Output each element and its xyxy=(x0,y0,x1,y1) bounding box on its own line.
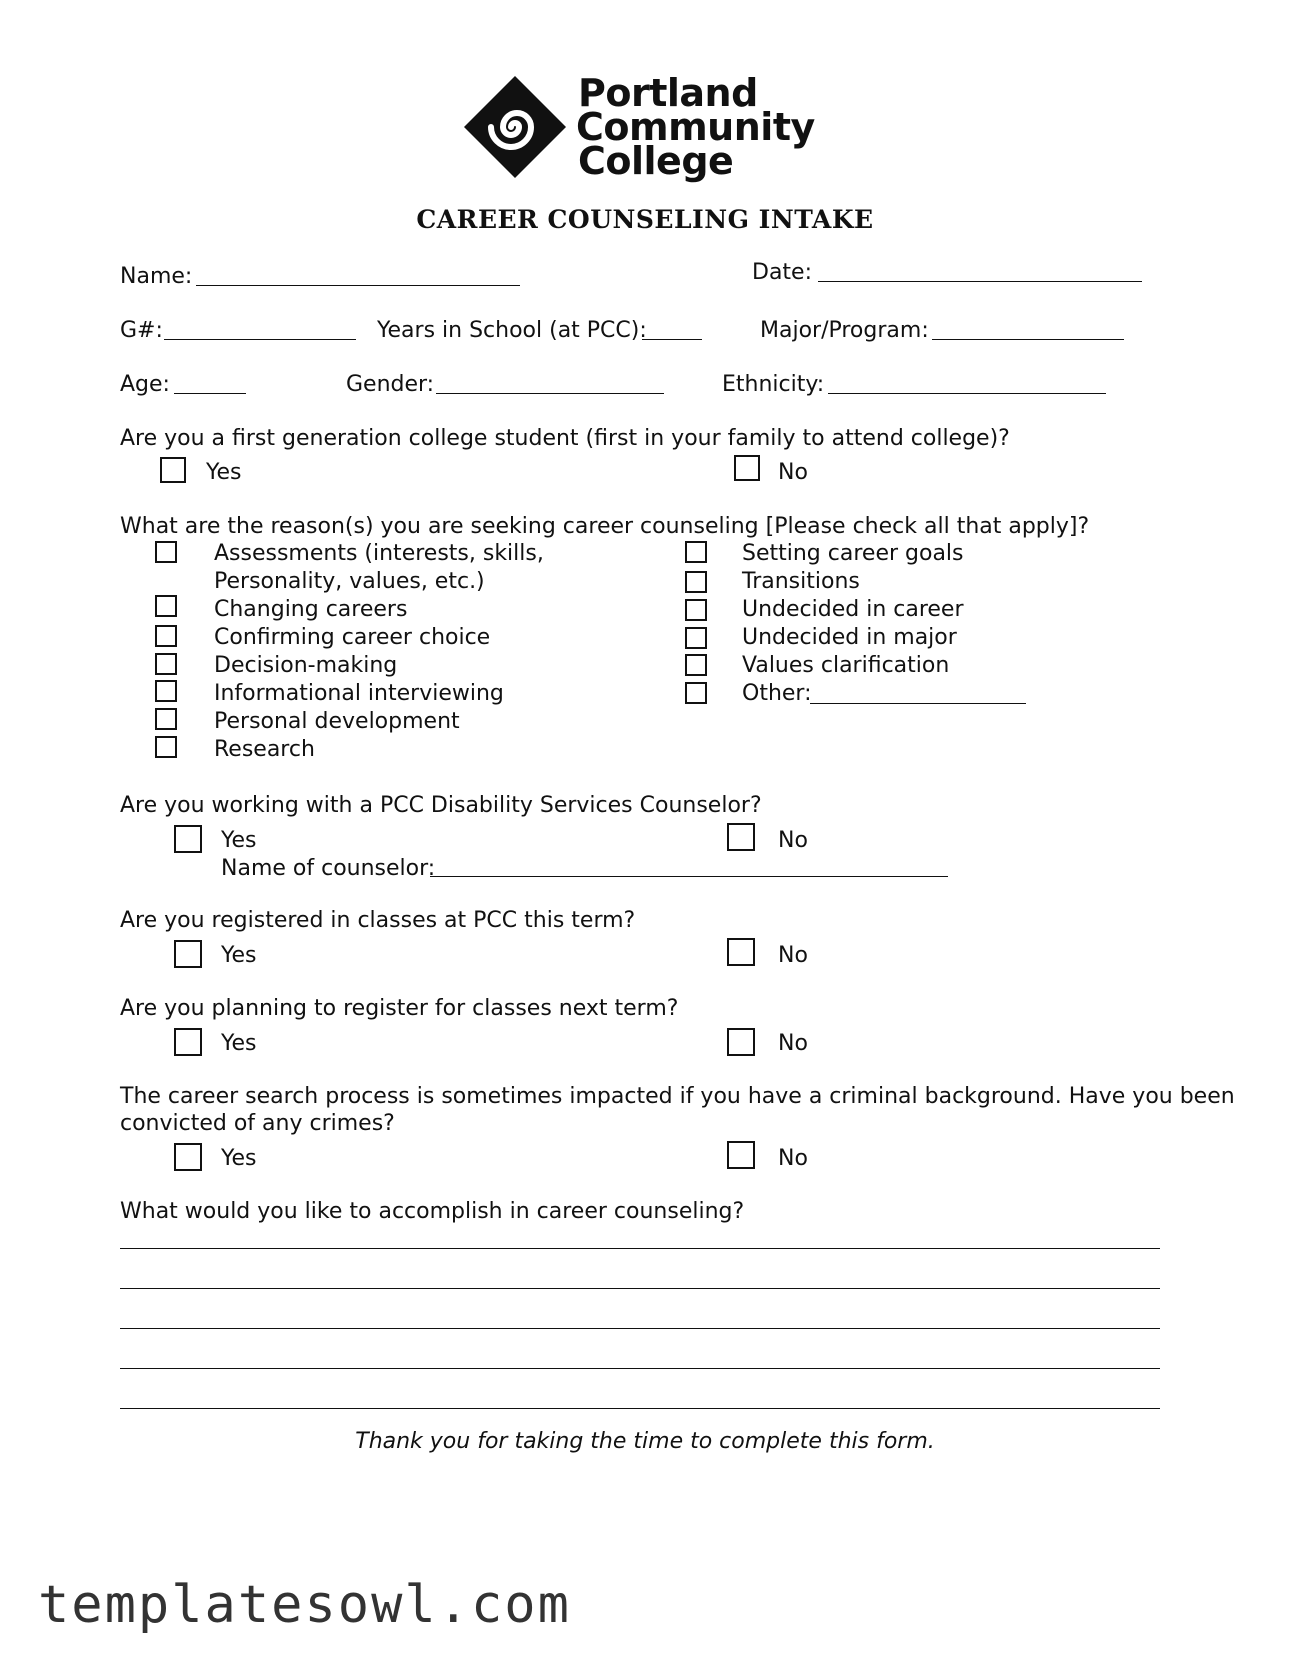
accomplish-line-1[interactable] xyxy=(120,1248,1160,1249)
reason-setting-goals-label: Setting career goals xyxy=(742,541,964,566)
logo-text-community: Community xyxy=(576,105,815,149)
reason-assessments-continuation: Personality, values, etc.) xyxy=(214,569,485,594)
reason-info-interviewing-checkbox[interactable] xyxy=(155,680,177,702)
age-label: Age: xyxy=(120,372,170,397)
counselor-name-field[interactable] xyxy=(430,876,948,877)
registered-no-label: No xyxy=(778,943,808,968)
date-field[interactable] xyxy=(818,281,1142,282)
reason-setting-goals-checkbox[interactable] xyxy=(685,541,707,563)
disability-yes-checkbox[interactable] xyxy=(174,825,202,853)
accomplish-line-4[interactable] xyxy=(120,1368,1160,1369)
reason-decision-making-checkbox[interactable] xyxy=(155,653,177,675)
major-field[interactable] xyxy=(932,339,1124,340)
major-label: Major/Program: xyxy=(760,318,929,343)
reason-changing-careers-label: Changing careers xyxy=(214,597,408,622)
reason-confirming-choice-checkbox[interactable] xyxy=(155,625,177,647)
name-label: Name: xyxy=(120,264,193,289)
first-gen-yes-label: Yes xyxy=(206,460,242,485)
criminal-yes-label: Yes xyxy=(221,1146,257,1171)
next-term-no-checkbox[interactable] xyxy=(727,1028,755,1056)
reason-transitions-checkbox[interactable] xyxy=(685,571,707,593)
reason-decision-making-label: Decision-making xyxy=(214,653,398,678)
reason-info-interviewing-label: Informational interviewing xyxy=(214,681,504,706)
reason-transitions-label: Transitions xyxy=(742,569,860,594)
reason-undecided-major-checkbox[interactable] xyxy=(685,627,707,649)
registered-yes-label: Yes xyxy=(221,943,257,968)
thank-you-note: Thank you for taking the time to complete this form. xyxy=(355,1429,935,1454)
logo-text-portland: Portland xyxy=(578,71,758,115)
first-gen-no-label: No xyxy=(778,460,808,485)
logo-text-college: College xyxy=(578,139,734,183)
next-term-no-label: No xyxy=(778,1031,808,1056)
reason-assessments-checkbox[interactable] xyxy=(155,541,177,563)
ethnicity-label: Ethnicity: xyxy=(722,372,825,397)
reason-other-checkbox[interactable] xyxy=(685,682,707,704)
disability-question: Are you working with a PCC Disability Services Counselor? xyxy=(120,793,762,818)
reason-confirming-choice-label: Confirming career choice xyxy=(214,625,491,650)
criminal-no-label: No xyxy=(778,1146,808,1171)
criminal-yes-checkbox[interactable] xyxy=(174,1143,202,1171)
counselor-name-label: Name of counselor: xyxy=(221,856,436,881)
reason-research-label: Research xyxy=(214,737,315,762)
reason-undecided-career-checkbox[interactable] xyxy=(685,599,707,621)
criminal-question-line1: The career search process is sometimes impacted if you have a criminal background. Have you been xyxy=(120,1084,1235,1109)
g-number-label: G#: xyxy=(120,318,163,343)
form-title: CAREER COUNSELING INTAKE xyxy=(416,205,874,234)
registered-yes-checkbox[interactable] xyxy=(174,940,202,968)
registered-question: Are you registered in classes at PCC this term? xyxy=(120,908,636,933)
accomplish-line-5[interactable] xyxy=(120,1408,1160,1409)
disability-yes-label: Yes xyxy=(221,828,257,853)
reason-values-clarification-checkbox[interactable] xyxy=(685,654,707,676)
next-term-yes-checkbox[interactable] xyxy=(174,1028,202,1056)
watermark: templatesowl.com xyxy=(38,1575,571,1635)
accomplish-question: What would you like to accomplish in career counseling? xyxy=(120,1199,745,1224)
reason-personal-development-label: Personal development xyxy=(214,709,460,734)
registered-no-checkbox[interactable] xyxy=(727,938,755,966)
disability-no-checkbox[interactable] xyxy=(727,823,755,851)
reason-other-label: Other: xyxy=(742,681,812,706)
reason-research-checkbox[interactable] xyxy=(155,736,177,758)
reason-undecided-major-label: Undecided in major xyxy=(742,625,957,650)
gender-field[interactable] xyxy=(436,393,664,394)
reason-personal-development-checkbox[interactable] xyxy=(155,708,177,730)
age-field[interactable] xyxy=(174,393,246,394)
name-field[interactable] xyxy=(196,285,520,286)
first-gen-yes-checkbox[interactable] xyxy=(160,457,186,483)
accomplish-line-2[interactable] xyxy=(120,1288,1160,1289)
gender-label: Gender: xyxy=(346,372,435,397)
next-term-question: Are you planning to register for classes next term? xyxy=(120,996,679,1021)
reason-values-clarification-label: Values clarification xyxy=(742,653,950,678)
ethnicity-field[interactable] xyxy=(828,393,1106,394)
reason-changing-careers-checkbox[interactable] xyxy=(155,595,177,617)
g-number-field[interactable] xyxy=(164,339,356,340)
disability-no-label: No xyxy=(778,828,808,853)
years-field[interactable] xyxy=(642,339,702,340)
accomplish-line-3[interactable] xyxy=(120,1328,1160,1329)
first-gen-question: Are you a first generation college student (first in your family to attend college)? xyxy=(120,426,1010,451)
reason-assessments-label: Assessments (interests, skills, xyxy=(214,541,544,566)
years-label: Years in School (at PCC): xyxy=(377,318,647,343)
reason-undecided-career-label: Undecided in career xyxy=(742,597,964,622)
reasons-question: What are the reason(s) you are seeking career counseling [Please check all that apply]? xyxy=(120,514,1090,539)
first-gen-no-checkbox[interactable] xyxy=(734,455,760,481)
reason-other-field[interactable] xyxy=(810,703,1026,704)
criminal-no-checkbox[interactable] xyxy=(727,1141,755,1169)
date-label: Date: xyxy=(752,260,812,285)
spiral-diamond-logo-icon xyxy=(462,74,568,180)
next-term-yes-label: Yes xyxy=(221,1031,257,1056)
criminal-question-line2: convicted of any crimes? xyxy=(120,1111,395,1136)
